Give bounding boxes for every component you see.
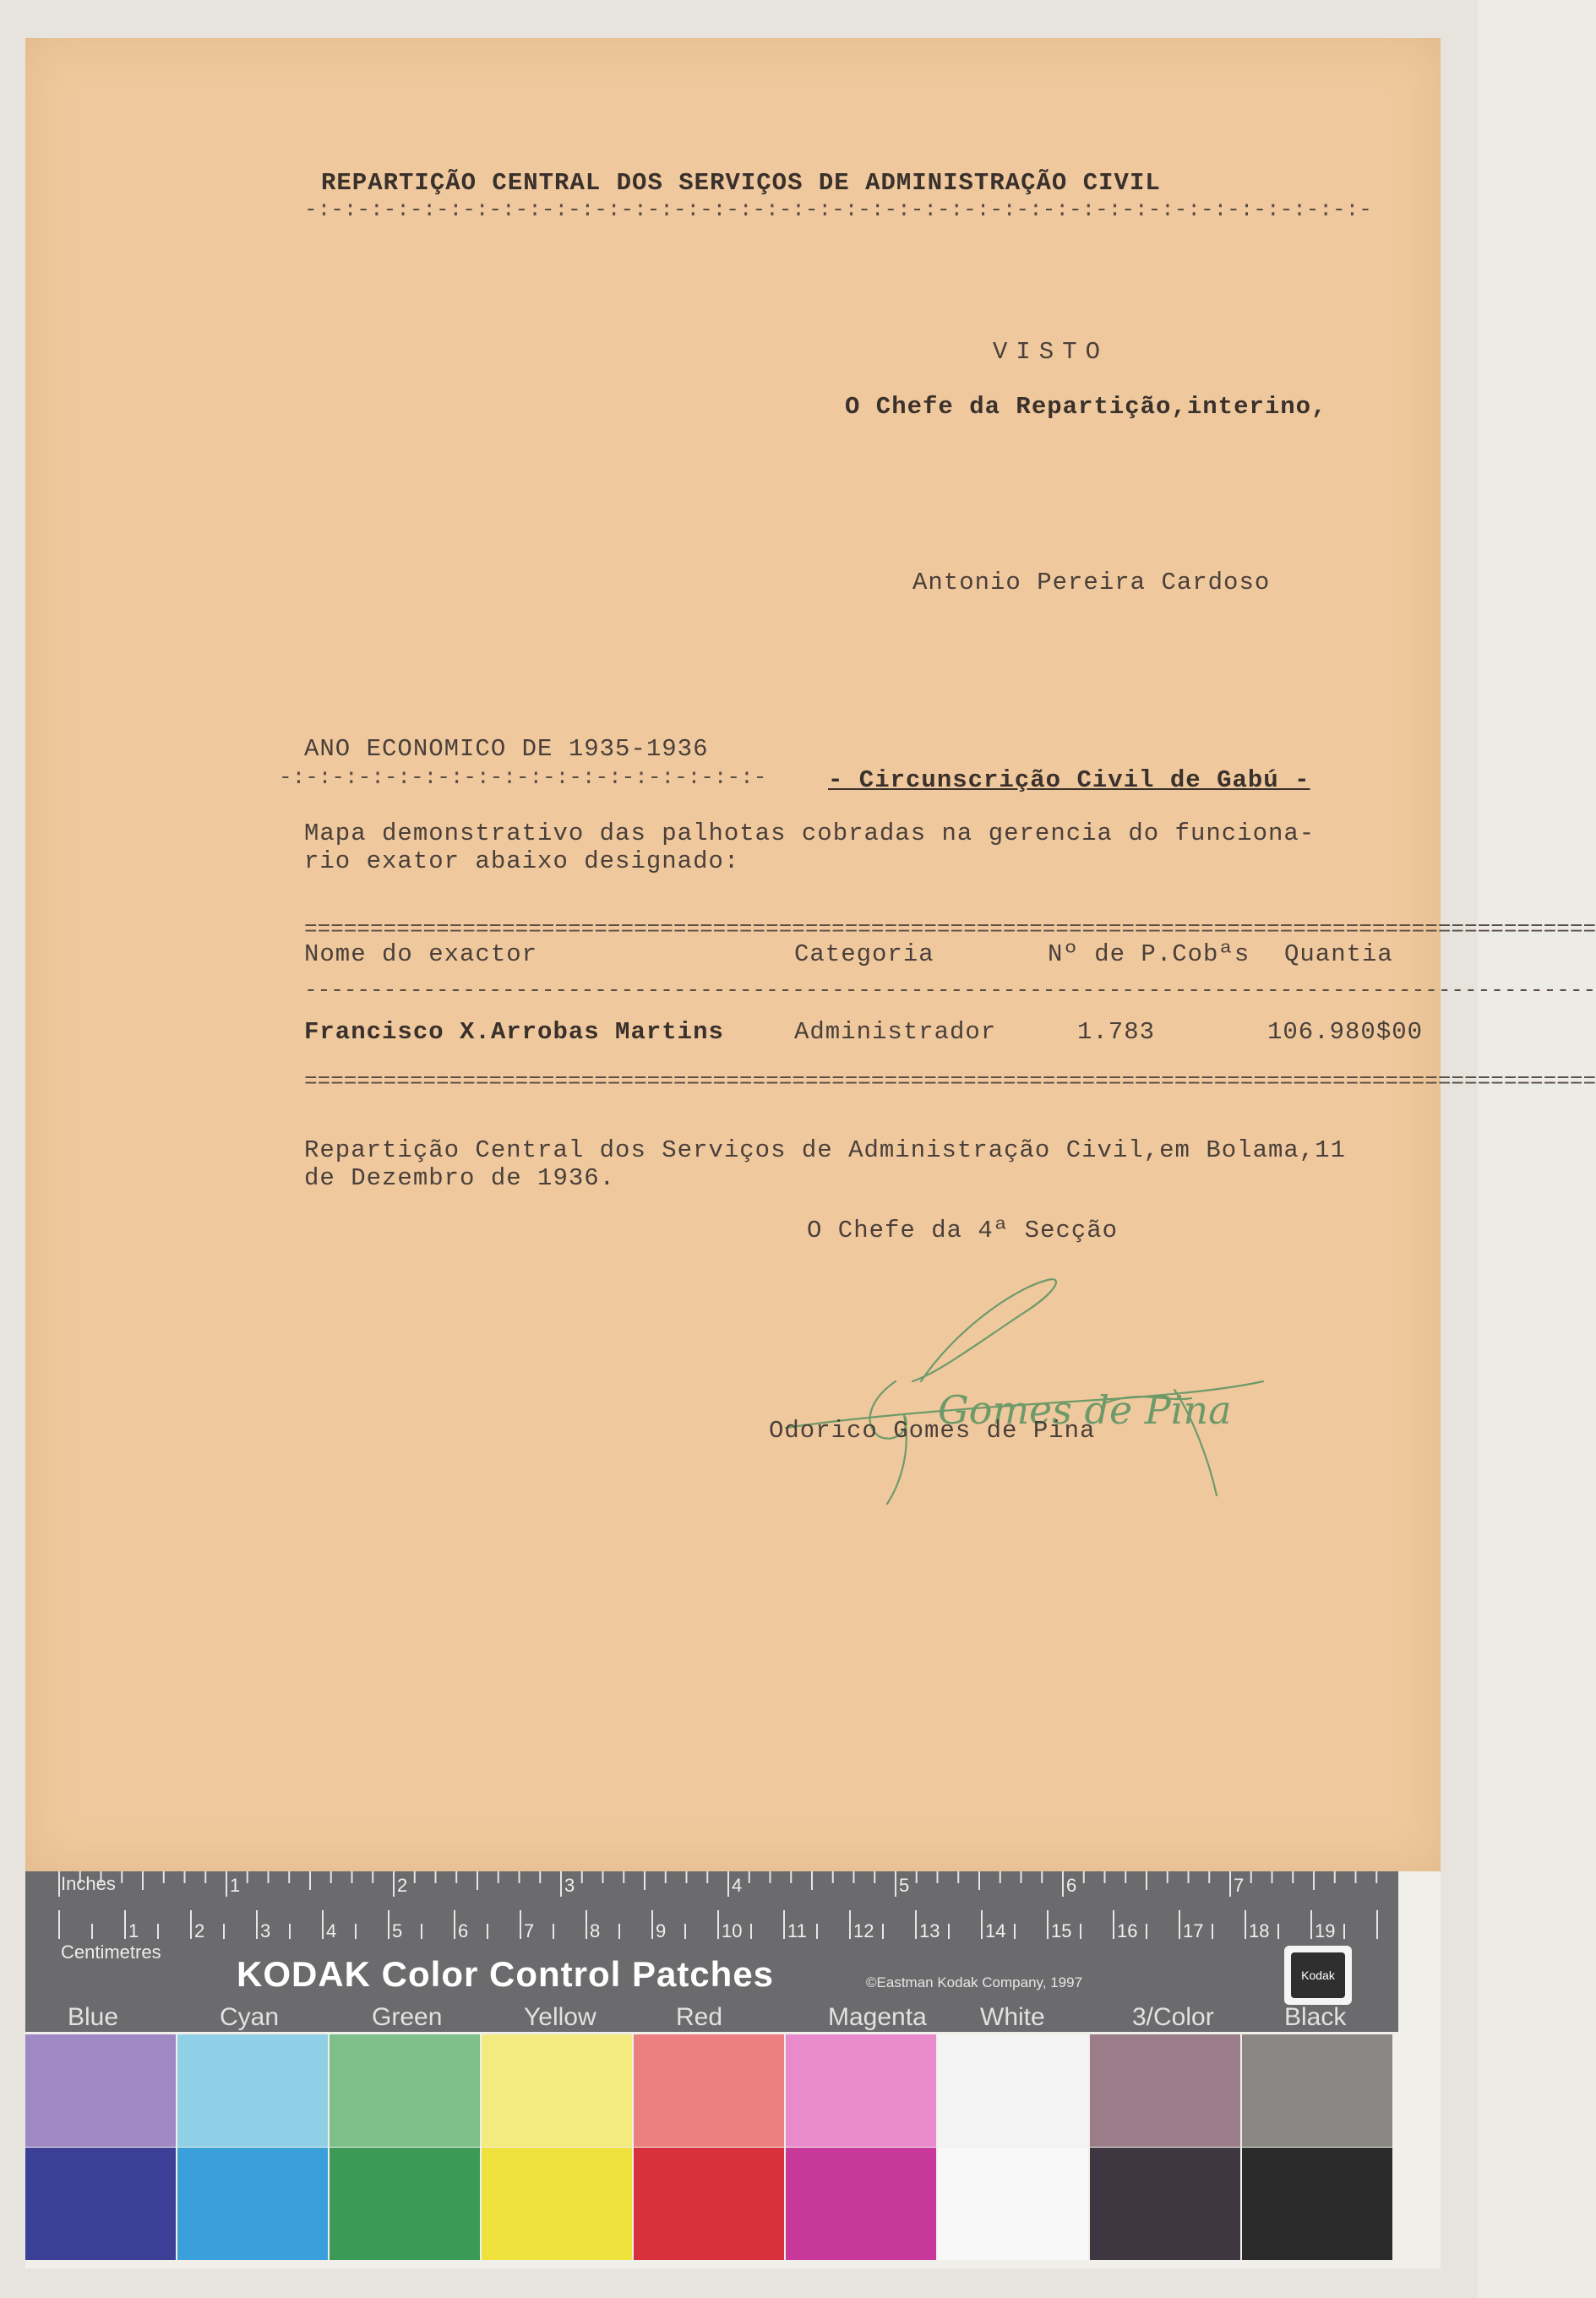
cm-number: 10 xyxy=(722,1920,743,1941)
kodak-logo-text: Kodak xyxy=(1291,1952,1345,1998)
cm-number: 17 xyxy=(1183,1920,1204,1941)
color-patch-top xyxy=(1090,2034,1240,2147)
color-patch-bottom xyxy=(1090,2148,1240,2260)
patch-label: Cyan xyxy=(220,2003,280,2031)
chefe-seccao: O Chefe da 4ª Secção xyxy=(807,1217,1119,1244)
table-rule-mid: -------------------------------------------------------------------------------------------------- xyxy=(304,977,1596,1003)
signature-text: Gomes de Pina xyxy=(938,1387,1232,1433)
cm-number: 12 xyxy=(853,1920,874,1941)
color-patch-bottom xyxy=(1242,2148,1392,2260)
inch-number: 4 xyxy=(732,1875,743,1896)
visto-label: VISTO xyxy=(993,338,1109,366)
cm-number: 6 xyxy=(458,1920,469,1941)
mapa-line-2: rio exator abaixo designado: xyxy=(304,847,740,875)
inch-number: 3 xyxy=(564,1875,575,1896)
cm-number: 14 xyxy=(985,1920,1006,1941)
color-patch-bottom xyxy=(25,2148,176,2260)
ano-economico: ANO ECONOMICO DE 1935-1936 xyxy=(304,735,709,763)
place-date-line-2: de Dezembro de 1936. xyxy=(304,1164,616,1192)
color-patch-top xyxy=(482,2034,632,2147)
patch-label: Magenta xyxy=(828,2003,927,2031)
color-patch-bottom xyxy=(330,2148,480,2260)
inch-number: 8 xyxy=(1401,1875,1412,1896)
cm-number: 5 xyxy=(392,1920,403,1941)
color-patch-bottom xyxy=(938,2148,1088,2260)
cm-number: 18 xyxy=(1249,1920,1270,1941)
kodak-color-target xyxy=(25,1871,1441,2268)
color-patch-top xyxy=(330,2034,480,2147)
table-header-p-cob: Nº de P.Cobªs xyxy=(1048,940,1250,968)
header-title: REPARTIÇÃO CENTRAL DOS SERVIÇOS DE ADMINISTRAÇÃO CIVIL xyxy=(321,169,1161,197)
place-date-line-1: Repartição Central dos Serviços de Administração Civil,em Bolama,11 xyxy=(304,1136,1346,1164)
table-row-categoria: Administrador xyxy=(794,1018,997,1046)
inch-number: 1 xyxy=(230,1875,241,1896)
cm-number: 2 xyxy=(194,1920,205,1941)
cm-number: 9 xyxy=(656,1920,667,1941)
ano-rule: -:-:-:-:-:-:-:-:-:-:-:-:-:-:-:-:-:-:- xyxy=(279,765,767,790)
inch-number: 2 xyxy=(397,1875,408,1896)
ruler-ticks xyxy=(25,1871,1412,1947)
cm-number: 19 xyxy=(1315,1920,1336,1941)
signer-name: Odorico Gomes de Pina xyxy=(769,1417,1096,1445)
table-header-nome: Nome do exactor xyxy=(304,940,538,968)
cm-number: 3 xyxy=(260,1920,271,1941)
color-patch-top xyxy=(177,2034,328,2147)
patch-label: Red xyxy=(676,2003,723,2031)
color-patch-top xyxy=(634,2034,784,2147)
mapa-line-1: Mapa demonstrativo das palhotas cobradas na gerencia do funciona- xyxy=(304,820,1315,847)
inch-number: 5 xyxy=(899,1875,910,1896)
cm-number: 11 xyxy=(787,1920,807,1941)
document-page xyxy=(25,38,1596,1871)
cm-number: 16 xyxy=(1117,1920,1138,1941)
centimetres-label: Centimetres xyxy=(61,1941,161,1963)
kodak-logo xyxy=(1284,1946,1352,2005)
color-patch-top xyxy=(938,2034,1088,2147)
color-patches xyxy=(25,2034,1398,2260)
patch-labels xyxy=(25,2000,1398,2034)
cm-number: 8 xyxy=(590,1920,601,1941)
inch-number: 6 xyxy=(1066,1875,1077,1896)
table-row-nome: Francisco X.Arrobas Martins xyxy=(304,1018,724,1046)
table-header-quantia: Quantia xyxy=(1284,940,1393,968)
table-row-p-cob: 1.783 xyxy=(1077,1018,1156,1046)
kodak-copyright: ©Eastman Kodak Company, 1997 xyxy=(866,1974,1083,1990)
color-patch-top xyxy=(25,2034,176,2147)
patch-label: White xyxy=(980,2003,1045,2031)
table-header-categoria: Categoria xyxy=(794,940,934,968)
circunscricao-heading: - Circunscrição Civil de Gabú - xyxy=(828,766,1310,794)
table-row-quantia: 106.980$00 xyxy=(1267,1018,1424,1046)
chefe-line: O Chefe da Repartição,interino, xyxy=(845,393,1327,421)
patch-label: 3/Color xyxy=(1132,2003,1214,2031)
color-patch-bottom xyxy=(786,2148,936,2260)
patch-label: Black xyxy=(1284,2003,1347,2031)
header-rule: -:-:-:-:-:-:-:-:-:-:-:-:-:-:-:-:-:-:-:-:-:-:-:-:-:-:-:-:-:-:-:-:-:-:-:-:-:-:-:-:- xyxy=(304,197,1372,222)
color-patch-bottom xyxy=(482,2148,632,2260)
inch-number: 7 xyxy=(1234,1875,1245,1896)
cm-number: 15 xyxy=(1051,1920,1072,1941)
table-rule-bottom: ================================================================================================== xyxy=(304,1069,1596,1094)
cm-number: 1 xyxy=(128,1920,139,1941)
handwritten-signature xyxy=(769,1255,1267,1508)
cm-number: 4 xyxy=(326,1920,337,1941)
table-rule-top: ================================================================================================== xyxy=(304,917,1596,942)
inches-label: Inches xyxy=(61,1873,116,1894)
color-patch-top xyxy=(786,2034,936,2147)
cm-number: 7 xyxy=(524,1920,535,1941)
patch-label: Yellow xyxy=(524,2003,596,2031)
patch-label: Blue xyxy=(68,2003,119,2031)
cm-number: 13 xyxy=(919,1920,940,1941)
kodak-title: KODAK Color Control Patches xyxy=(237,1954,775,1994)
color-patch-bottom xyxy=(177,2148,328,2260)
color-patch-bottom xyxy=(634,2148,784,2260)
color-patch-top xyxy=(1242,2034,1392,2147)
patch-label: Green xyxy=(372,2003,443,2031)
chief-name: Antonio Pereira Cardoso xyxy=(912,569,1271,596)
